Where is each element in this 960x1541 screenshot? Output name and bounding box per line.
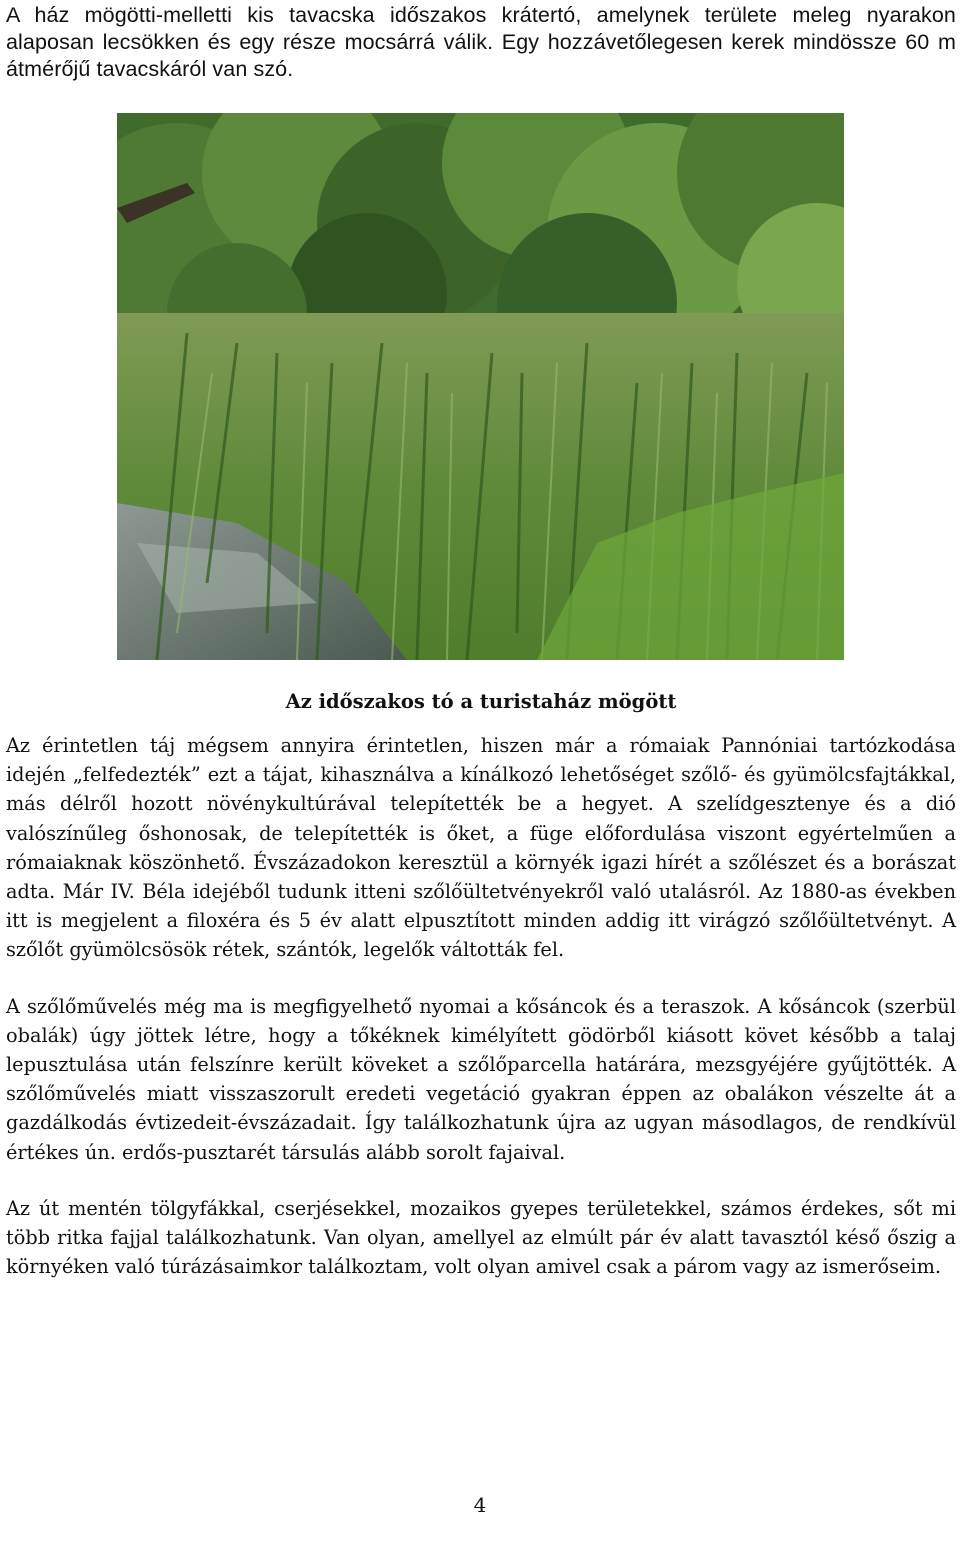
intro-paragraph: A ház mögötti-melletti kis tavacska időszakos krátertó, amelynek területe meleg nyarakon alaposan lecsökken és egy része mocsárrá válik. Egy hozzávetőlegesen kerek mindössze 60 m átmérőjű tavacskáról van szó.	[6, 3, 956, 81]
figure-caption: Az időszakos tó a turistaház mögött	[285, 690, 677, 713]
paragraph: Az út mentén tölgyfákkal, cserjésekkel, mozaikos gyepes területekkel, számos érdekes, sőt mi több ritka fajjal találkozhatunk. Van olyan, amellyel az elmúlt pár év alatt tavasztól késő őszig a környéken való túrázásaimkor találkoztam, volt olyan amivel csak a párom vagy az ismerőseim.	[6, 1196, 956, 1279]
document-page	[6, 0, 956, 1279]
pond-photo	[117, 113, 844, 660]
page-number: 4	[473, 1493, 487, 1517]
paragraph: Az érintetlen táj mégsem annyira érintetlen, hiszen már a rómaiak Pannóniai tartózkodása idején „felfedezték” ezt a tájat, kihasználva a kínálkozó lehetőséget szőlő- és gyümölcsfajtákkal, más délről hozott növénykultúrával telepítették be a hegyet. A szelídgesztenye és a dió valószínűleg őshonosak, de telepítették is őket, a füge előfordulása viszont egyértelműen a rómaiaknak köszönhető. Évszázadokon keresztül a környék igazi hírét a szőlészet és a borászat adta. Már IV. Béla idejéből tudunk itteni szőlőültetvényekről való utalásról. Az 1880-as években itt is megjelent a filoxéra és 5 év alatt elpusztított minden addig itt virágzó szőlőültetvényt. A szőlőt gyümölcsösök rétek, szántók, legelők váltották fel.	[6, 734, 956, 962]
pond-photo-image	[117, 113, 844, 660]
body-text	[6, 731, 956, 1308]
paragraph: A szőlőművelés még ma is megfigyelhető nyomai a kősáncok és a teraszok. A kősáncok (szerbül obalák) úgy jöttek létre, hogy a tőkéknek kimélyített gödörből kiásott követ később a talaj lepusztulása után felszínre került köveket a szőlőparcella határára, mezsgyéjére gyűjtötték. A szőlőművelés miatt visszaszorult eredeti vegetáció gyakran éppen az obalákon vészelte át a gazdálkodás évtizedeit-évszázadait. Így találkozhatunk újra az ugyan másodlagos, de rendkívül értékes ún. erdős-pusztarét társulás alább sorolt fajaival.	[6, 994, 956, 1164]
